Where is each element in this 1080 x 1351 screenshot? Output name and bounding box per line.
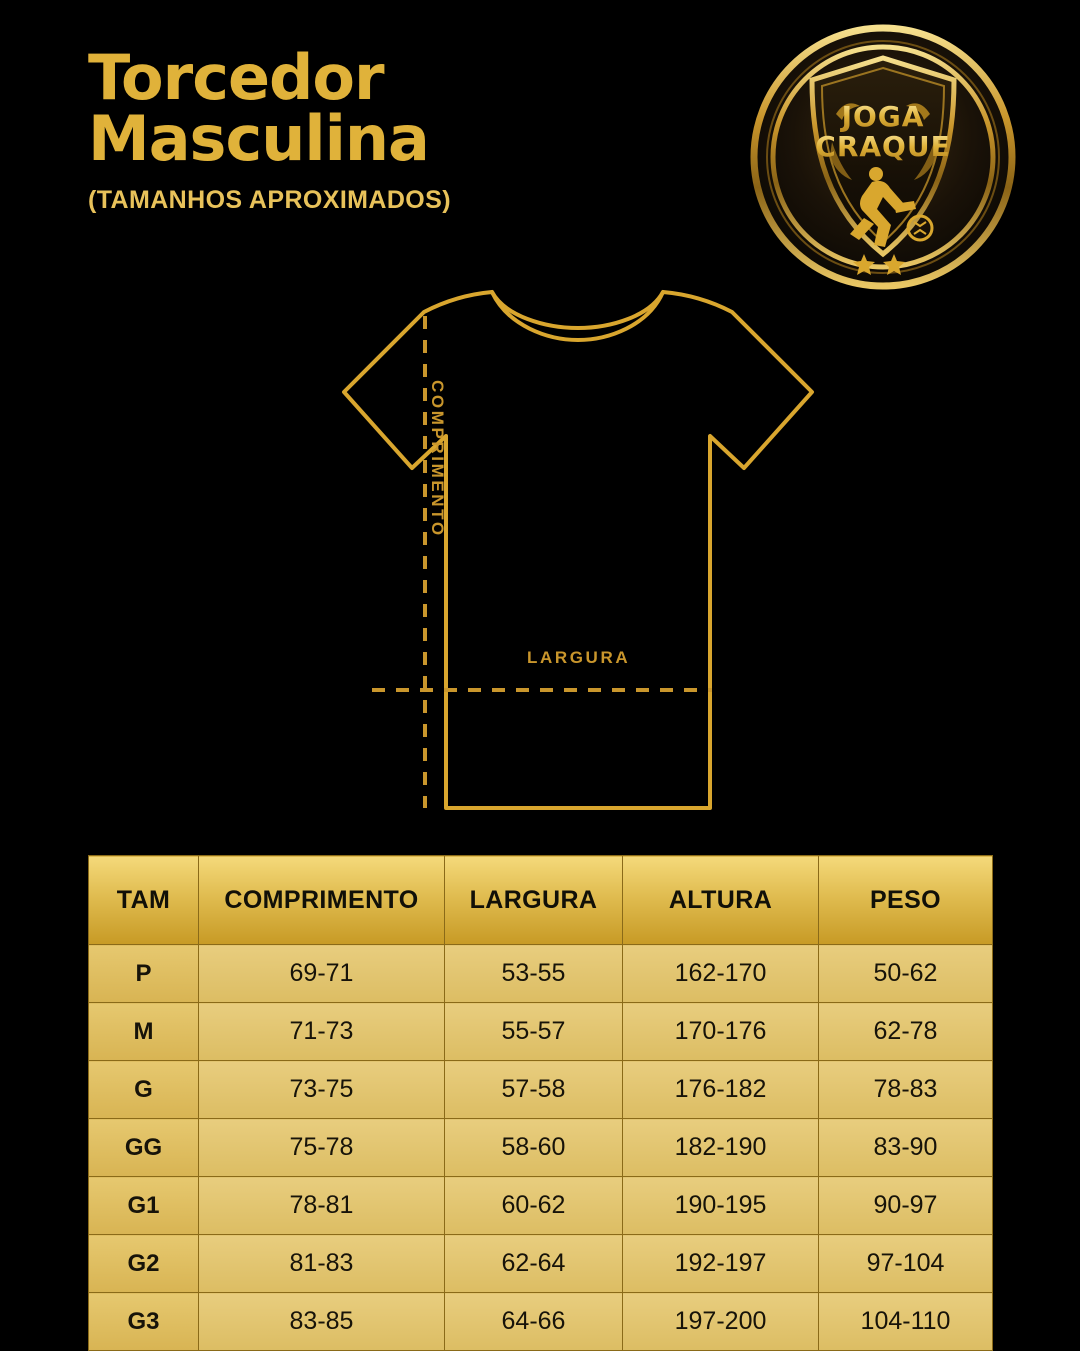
- cell-tam: GG: [89, 1119, 199, 1177]
- cell-altura: 190-195: [623, 1177, 819, 1235]
- table-row: [89, 1293, 993, 1351]
- cell-comprimento: 75-78: [199, 1119, 445, 1177]
- size-chart-table: [88, 855, 993, 1351]
- title-line-2: Masculina: [88, 101, 429, 175]
- cell-peso: 97-104: [819, 1235, 993, 1293]
- cell-altura: 197-200: [623, 1293, 819, 1351]
- table-row: [89, 1003, 993, 1061]
- cell-altura: 162-170: [623, 945, 819, 1003]
- cell-altura: 176-182: [623, 1061, 819, 1119]
- cell-comprimento: 71-73: [199, 1003, 445, 1061]
- tshirt-outline-icon: [0, 280, 1080, 840]
- svg-text:CRAQUE: CRAQUE: [815, 130, 951, 163]
- cell-peso: 62-78: [819, 1003, 993, 1061]
- column-header-comprimento: COMPRIMENTO: [199, 856, 445, 945]
- page-title: [88, 41, 708, 215]
- table-row: [89, 1061, 993, 1119]
- column-header-largura: LARGURA: [445, 856, 623, 945]
- brand-logo-icon: [748, 22, 1018, 292]
- cell-largura: 64-66: [445, 1293, 623, 1351]
- cell-peso: 78-83: [819, 1061, 993, 1119]
- table-row: [89, 1119, 993, 1177]
- cell-comprimento: 81-83: [199, 1235, 445, 1293]
- cell-tam: M: [89, 1003, 199, 1061]
- column-header-tam: TAM: [89, 856, 199, 945]
- cell-largura: 55-57: [445, 1003, 623, 1061]
- table-row: [89, 945, 993, 1003]
- cell-peso: 83-90: [819, 1119, 993, 1177]
- cell-largura: 60-62: [445, 1177, 623, 1235]
- cell-altura: 192-197: [623, 1235, 819, 1293]
- page-subtitle: (TAMANHOS APROXIMADOS): [88, 185, 451, 214]
- cell-tam: G1: [89, 1177, 199, 1235]
- cell-peso: 90-97: [819, 1177, 993, 1235]
- table-row: [89, 1177, 993, 1235]
- cell-comprimento: 69-71: [199, 945, 445, 1003]
- cell-altura: 170-176: [623, 1003, 819, 1061]
- cell-altura: 182-190: [623, 1119, 819, 1177]
- brand-logo: [748, 22, 1018, 292]
- cell-comprimento: 78-81: [199, 1177, 445, 1235]
- title-line-1: Torcedor: [88, 41, 384, 114]
- cell-comprimento: 73-75: [199, 1061, 445, 1119]
- width-label: LARGURA: [527, 648, 631, 667]
- cell-largura: 62-64: [445, 1235, 623, 1293]
- header: [0, 0, 1080, 300]
- cell-peso: 50-62: [819, 945, 993, 1003]
- length-label: COMPRIMENTO: [428, 380, 447, 538]
- svg-text:JOGA: JOGA: [841, 100, 925, 133]
- cell-largura: 58-60: [445, 1119, 623, 1177]
- cell-tam: G2: [89, 1235, 199, 1293]
- column-header-peso: PESO: [819, 856, 993, 945]
- table-header-row: [89, 856, 993, 945]
- table-row: [89, 1235, 993, 1293]
- cell-largura: 53-55: [445, 945, 623, 1003]
- column-header-altura: ALTURA: [623, 856, 819, 945]
- cell-largura: 57-58: [445, 1061, 623, 1119]
- cell-tam: P: [89, 945, 199, 1003]
- tshirt-measurement-diagram: [0, 280, 1080, 840]
- cell-peso: 104-110: [819, 1293, 993, 1351]
- cell-tam: G3: [89, 1293, 199, 1351]
- cell-comprimento: 83-85: [199, 1293, 445, 1351]
- cell-tam: G: [89, 1061, 199, 1119]
